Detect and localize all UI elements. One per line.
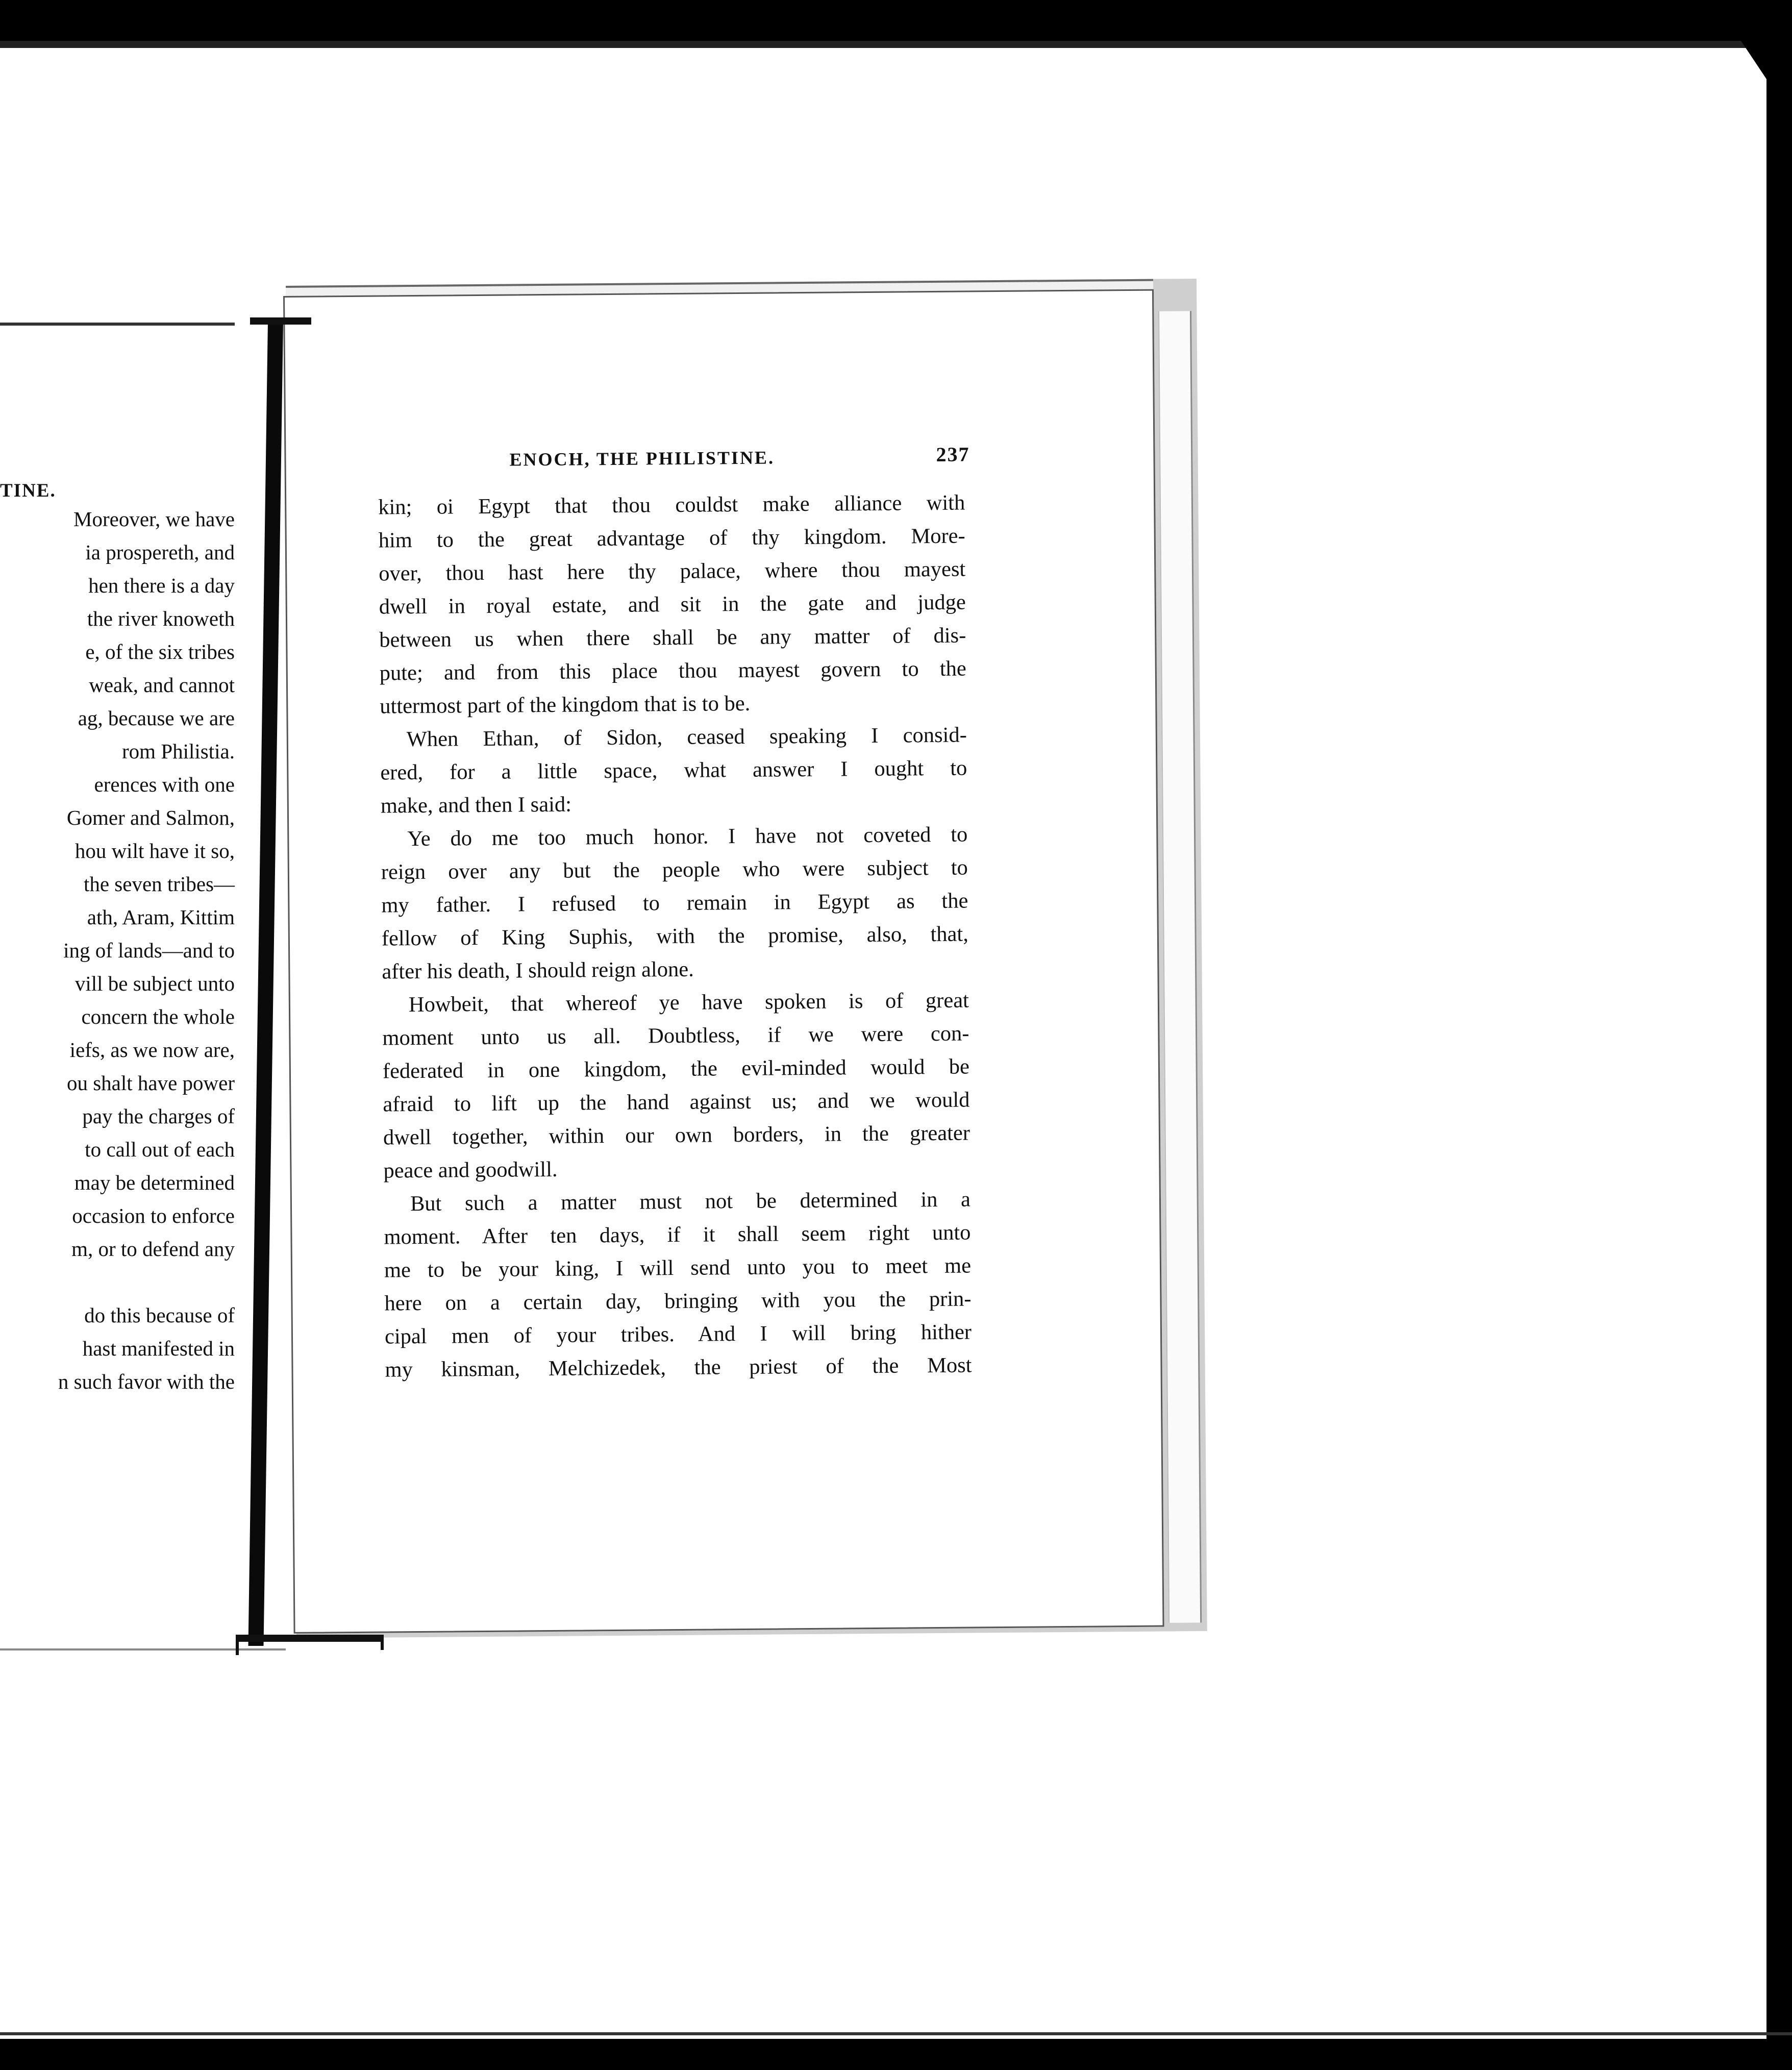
spine-foot-right xyxy=(381,1635,384,1650)
right-page xyxy=(283,289,1164,1634)
left-text-line: n such favor with the xyxy=(58,1370,235,1393)
text-line: here on a certain day, bringing with you the prin- xyxy=(384,1287,972,1316)
left-page-top-edge xyxy=(0,323,235,326)
scan-frame-top xyxy=(0,0,1792,41)
text-line: afraid to lift up the hand against us; and we would xyxy=(383,1088,970,1117)
scan-frame-top-shade xyxy=(0,41,1792,48)
text-line: me to be your king, I will send unto you to meet me xyxy=(384,1253,972,1283)
text-line: after his death, I should reign alone. xyxy=(382,957,694,984)
scan-frame-corner xyxy=(1741,41,1772,87)
left-text-line: e, of the six tribes xyxy=(85,640,235,663)
text-line: over, thou hast here thy palace, where thou mayest xyxy=(379,557,966,586)
left-text-line: ia prospereth, and xyxy=(85,540,235,564)
text-line: him to the great advantage of thy kingdom. More- xyxy=(378,524,965,553)
left-text-line: rom Philistia. xyxy=(122,740,235,763)
scan-frame-bottom xyxy=(0,2039,1792,2070)
text-line: make, and then I said: xyxy=(380,792,572,818)
text-line: dwell together, within our own borders, in the greater xyxy=(383,1121,970,1150)
scan-frame-bottom-line xyxy=(0,2032,1792,2035)
left-text-line: erences with one xyxy=(94,773,235,796)
text-line: peace and goodwill. xyxy=(383,1157,558,1183)
running-head xyxy=(378,442,970,491)
text-line: moment unto us all. Doubtless, if we were con- xyxy=(382,1021,969,1050)
text-line: between us when there shall be any matter of dis- xyxy=(379,623,966,652)
spine-foot-left xyxy=(236,1635,239,1655)
left-text-line: occasion to enforce xyxy=(72,1204,235,1227)
left-text-line: hou wilt have it so, xyxy=(74,839,235,862)
left-text-line: concern the whole xyxy=(81,1005,235,1028)
left-page xyxy=(0,327,286,1650)
text-line: Ye do me too much honor. I have not coveted to xyxy=(407,822,968,851)
text-line: When Ethan, of Sidon, ceased speaking I consid- xyxy=(406,723,967,752)
left-running-head: TINE. xyxy=(0,480,56,501)
text-line: kin; oi Egypt that thou couldst make alliance with xyxy=(378,490,965,520)
page-number: 237 xyxy=(936,442,970,466)
left-text-line: do this because of xyxy=(84,1303,235,1327)
left-text-line: the seven tribes— xyxy=(83,872,235,896)
left-text-line: ath, Aram, Kittim xyxy=(87,905,235,929)
left-text-line: ing of lands—and to xyxy=(63,939,235,962)
running-title: ENOCH, THE PHILISTINE. xyxy=(509,447,775,470)
text-line: uttermost part of the kingdom that is to be. xyxy=(380,691,751,719)
page-content xyxy=(378,442,972,1387)
left-text-line: hast manifested in xyxy=(82,1337,235,1360)
scan-frame-right xyxy=(1766,0,1792,2070)
text-line: my kinsman, Melchizedek, the priest of the Most xyxy=(385,1353,972,1382)
text-line: federated in one kingdom, the evil-minded would be xyxy=(382,1054,970,1083)
left-text-line: ag, because we are xyxy=(78,706,235,730)
body-text xyxy=(378,486,972,1387)
text-line: ered, for a little space, what answer I ought to xyxy=(380,756,967,785)
text-line: cipal men of your tribes. And I will bring hither xyxy=(384,1320,972,1349)
left-text-line: Gomer and Salmon, xyxy=(66,806,235,829)
text-line: fellow of King Suphis, with the promise, also, that, xyxy=(381,922,969,951)
left-text-line: weak, and cannot xyxy=(89,673,235,697)
text-line: reign over any but the people who were subject to xyxy=(381,855,968,884)
left-text-line: to call out of each xyxy=(85,1138,235,1161)
left-text-line: hen there is a day xyxy=(88,574,235,597)
left-text-line: may be determined xyxy=(74,1171,235,1194)
text-line: Howbeit, that whereof ye have spoken is of great xyxy=(408,988,969,1017)
left-text-line: m, or to defend any xyxy=(71,1237,235,1261)
left-text-line: vill be subject unto xyxy=(74,972,235,995)
text-line: dwell in royal estate, and sit in the gate and judge xyxy=(379,590,966,619)
spine-cap-bottom xyxy=(236,1635,384,1642)
text-line: But such a matter must not be determined in a xyxy=(410,1187,971,1216)
left-text-line: iefs, as we now are, xyxy=(69,1038,235,1062)
text-line: pute; and from this place thou mayest govern to the xyxy=(379,656,966,685)
text-line: my father. I refused to remain in Egypt as the xyxy=(381,889,968,918)
text-line: moment. After ten days, if it shall seem right unto xyxy=(384,1220,971,1249)
spine-cap-top xyxy=(250,317,311,325)
left-text-line: the river knoweth xyxy=(87,607,235,630)
left-text-line: Moreover, we have xyxy=(73,507,235,531)
left-text-line: ou shalt have power xyxy=(66,1071,235,1095)
left-text-line: pay the charges of xyxy=(82,1104,235,1128)
